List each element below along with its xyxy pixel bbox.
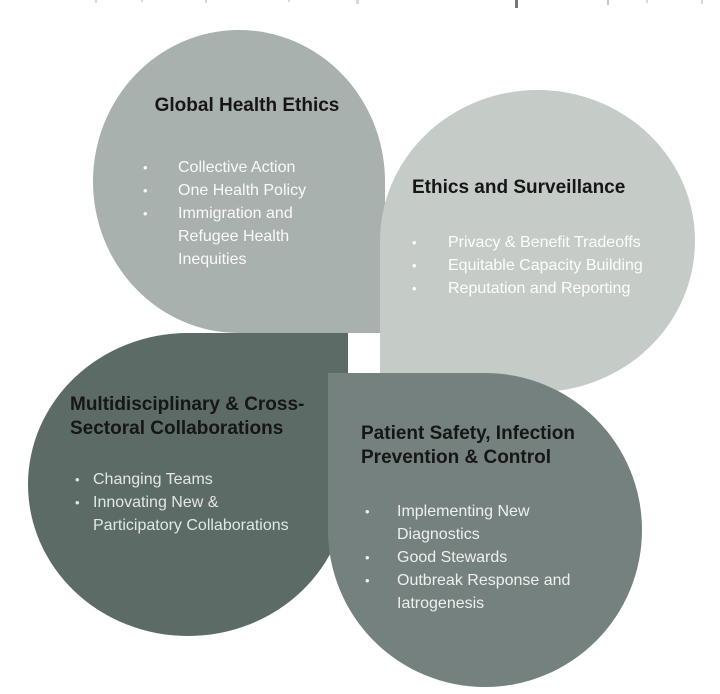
circle-title-patient-safety <box>361 422 621 470</box>
title-line: Global Health Ethics <box>154 95 340 116</box>
list-item <box>143 156 306 179</box>
title-line: Ethics and Surveillance <box>412 177 626 198</box>
bullet-text: Changing Teams <box>93 471 213 488</box>
bullet-text: Participatory Collaborations <box>93 517 289 534</box>
list-item <box>75 468 289 491</box>
circle-title-global-health-ethics <box>120 94 374 118</box>
list-item <box>365 546 570 569</box>
bullet-list-patient-safety <box>365 500 570 615</box>
bullet-marker: • <box>365 504 370 519</box>
title-line: Patient Safety, Infection <box>361 423 575 444</box>
title-line: Prevention & Control <box>361 447 552 468</box>
circle-title-multidisciplinary-collaborations <box>70 393 360 441</box>
bullet-marker: • <box>412 281 417 296</box>
list-item <box>75 491 289 537</box>
bullet-marker: • <box>143 183 148 198</box>
bullet-marker: • <box>412 258 417 273</box>
circle-title-ethics-and-surveillance <box>412 176 692 200</box>
bullet-marker: • <box>143 160 148 175</box>
bullet-text: Refugee Health <box>178 228 290 245</box>
list-item <box>412 254 643 277</box>
bullet-marker: • <box>365 573 370 588</box>
bullet-text: Collective Action <box>178 159 296 176</box>
title-line: Sectoral Collaborations <box>70 418 284 439</box>
bullet-list-global-health-ethics <box>143 156 306 271</box>
bullet-text: Diagnostics <box>397 526 480 543</box>
bullet-marker: • <box>365 550 370 565</box>
bullet-text: Iatrogenesis <box>397 595 485 612</box>
bullet-list-ethics-and-surveillance <box>412 231 643 300</box>
list-item <box>143 202 306 271</box>
bullet-marker: • <box>143 206 148 221</box>
bullet-list-multidisciplinary-collaborations <box>75 468 289 537</box>
bullet-text: Good Stewards <box>397 549 508 566</box>
bullet-text: One Health Policy <box>178 182 307 199</box>
bullet-text: Inequities <box>178 251 247 268</box>
list-item <box>412 277 643 300</box>
bullet-text: Equitable Capacity Building <box>448 257 643 274</box>
list-item <box>143 179 306 202</box>
bullet-text: Reputation and Reporting <box>448 280 631 297</box>
bullet-marker: • <box>412 235 417 250</box>
list-item <box>412 231 643 254</box>
bullet-text: Outbreak Response and <box>397 572 571 589</box>
bullet-text: Immigration and <box>178 205 293 222</box>
bullet-text: Privacy & Benefit Tradeoffs <box>448 234 641 251</box>
bullet-text: Implementing New <box>397 503 530 520</box>
list-item <box>365 569 570 615</box>
list-item <box>365 500 570 546</box>
title-line: Multidisciplinary & Cross- <box>70 394 305 415</box>
bullet-text: Innovating New & <box>93 494 219 511</box>
bullet-marker: • <box>75 472 80 487</box>
bullet-marker: • <box>75 495 80 510</box>
